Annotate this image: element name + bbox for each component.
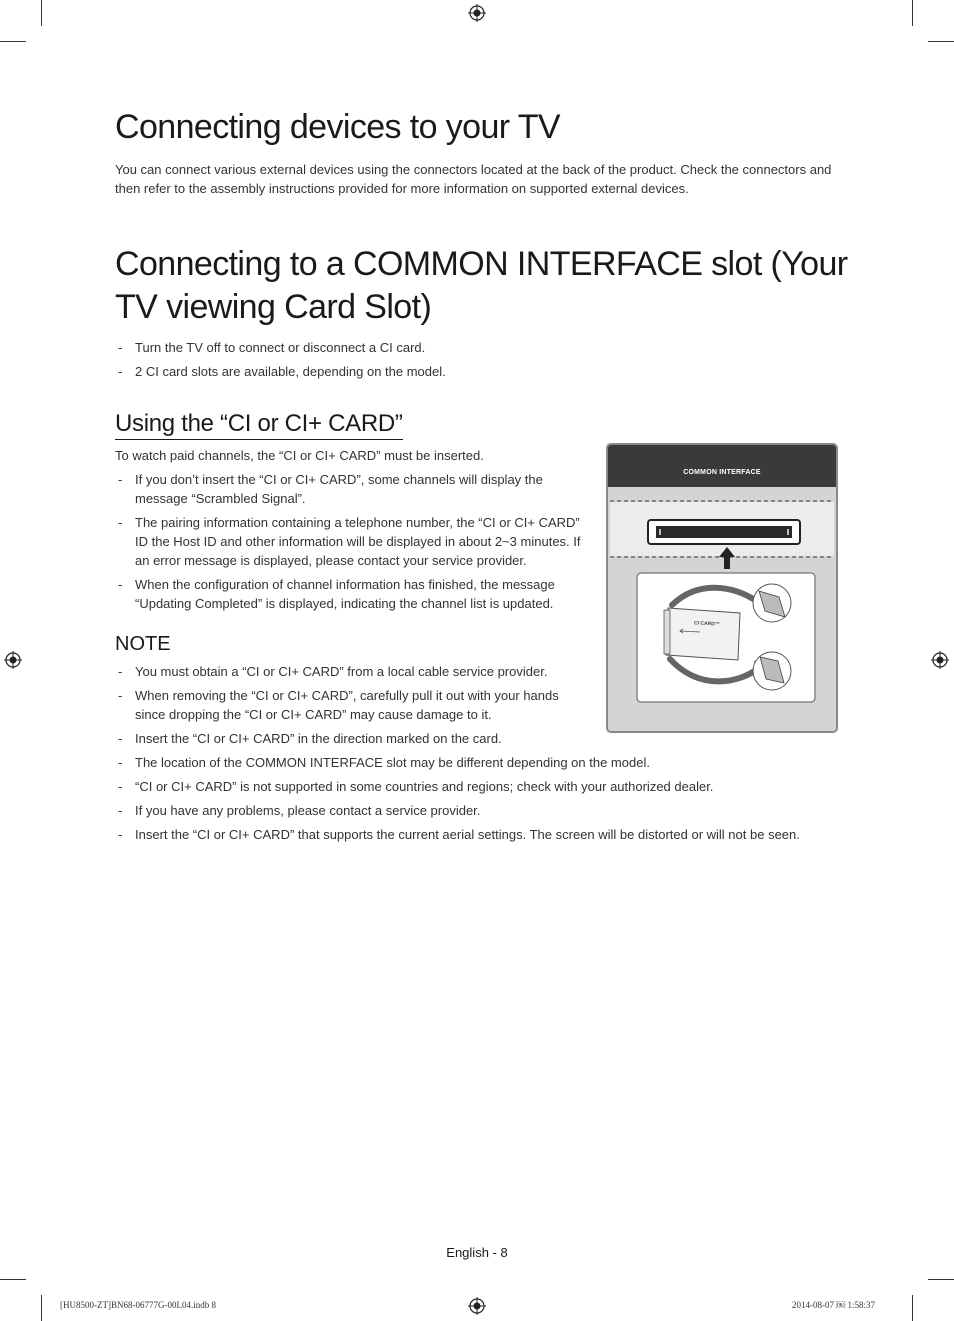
crop-mark bbox=[928, 41, 954, 42]
list-item: - The location of the COMMON INTERFACE slot may be different depending on the model. bbox=[115, 753, 835, 772]
list-item: - You must obtain a “CI or CI+ CARD” from a local cable service provider. bbox=[115, 662, 565, 681]
ci-card-label: CI CARD™ bbox=[693, 620, 720, 628]
list-item: - If you don’t insert the “CI or CI+ CARD”, some channels will display the message “Scrambled Signal”. bbox=[115, 470, 585, 508]
list-item: - Turn the TV off to connect or disconnect a CI card. bbox=[115, 338, 835, 357]
ci-card-list bbox=[115, 470, 585, 618]
print-slug-file: [HU8500-ZT]BN68-06777G-00L04.indb 8 bbox=[60, 1300, 216, 1310]
list-item: - When removing the “CI or CI+ CARD”, carefully pull it out with your hands since dropping the “CI or CI+ CARD” may cause damage to it. bbox=[115, 686, 565, 724]
list-item: - Insert the “CI or CI+ CARD” that supports the current aerial settings. The screen will be distorted or will not be seen. bbox=[115, 825, 835, 844]
list-item: - Insert the “CI or CI+ CARD” in the direction marked on the card. bbox=[115, 729, 835, 748]
slot-diagram bbox=[608, 445, 836, 731]
list-item: - The pairing information containing a telephone number, the “CI or CI+ CARD” ID the Host ID and other information will be displayed in about 2~3 minutes. If an error message is displayed, please contact your service provider. bbox=[115, 513, 585, 570]
crop-mark bbox=[41, 1295, 42, 1321]
note-heading: NOTE bbox=[115, 633, 171, 655]
list-item: - If you have any problems, please contact a service provider. bbox=[115, 801, 835, 820]
crop-mark bbox=[41, 0, 42, 26]
crop-mark bbox=[0, 1279, 26, 1280]
list-item: - 2 CI card slots are available, depending on the model. bbox=[115, 362, 835, 381]
crop-mark bbox=[912, 0, 913, 26]
crop-mark bbox=[0, 41, 26, 42]
registration-mark-icon bbox=[4, 651, 22, 669]
registration-mark-icon bbox=[468, 1297, 486, 1315]
crop-mark bbox=[928, 1279, 954, 1280]
page-title: Connecting devices to your TV bbox=[115, 108, 561, 146]
ci-card-lead: To watch paid channels, the “CI or CI+ CARD” must be inserted. bbox=[115, 448, 484, 463]
crop-mark bbox=[912, 1295, 913, 1321]
common-interface-list bbox=[115, 338, 835, 386]
intro-paragraph: You can connect various external devices using the connectors located at the back of the product. Check the connectors and then refer to the assembly instructions provided for more information on supported external devices. bbox=[115, 162, 832, 196]
print-slug-timestamp: 2014-08-07 ￼ 1:58:37 bbox=[792, 1300, 875, 1310]
section-title-ci-card: Using the “CI or CI+ CARD” bbox=[115, 410, 403, 440]
ci-card-illustration bbox=[606, 443, 838, 733]
list-item: - “CI or CI+ CARD” is not supported in some countries and regions; check with your authorized dealer. bbox=[115, 777, 835, 796]
registration-mark-icon bbox=[468, 4, 486, 22]
common-interface-label: COMMON INTERFACE bbox=[683, 469, 761, 476]
page-number: English - 8 bbox=[446, 1245, 508, 1260]
section-title-common-interface: Connecting to a COMMON INTERFACE slot (Your TV viewing Card Slot) bbox=[115, 245, 848, 326]
list-item: - When the configuration of channel information has finished, the message “Updating Completed” is displayed, indicating the channel list is updated. bbox=[115, 575, 585, 613]
registration-mark-icon bbox=[931, 651, 949, 669]
